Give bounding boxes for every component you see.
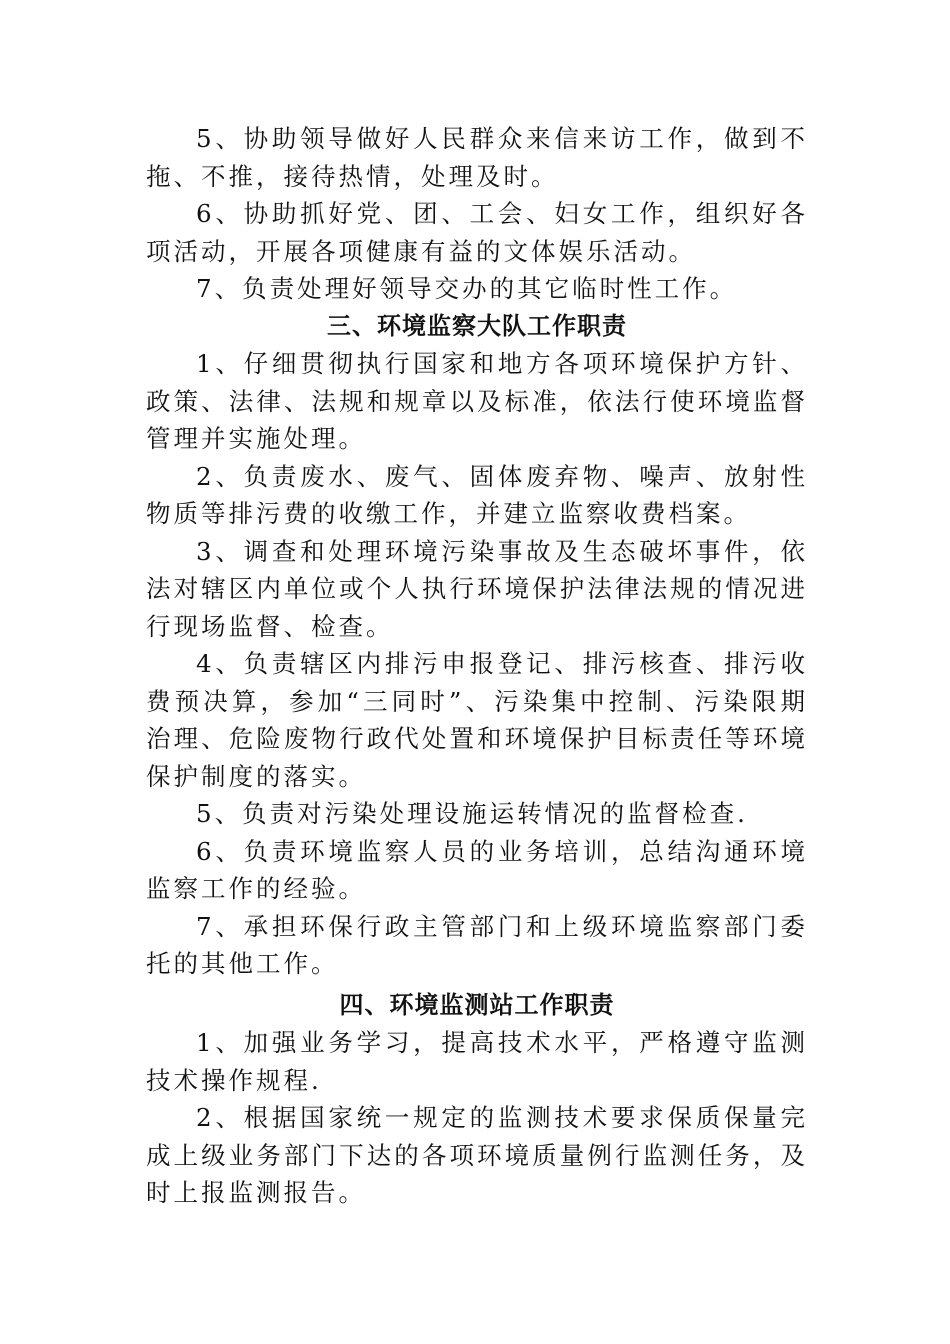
section3-item-2: 2、负责废水、废气、固体废弃物、噪声、放射性物质等排污费的收缴工作，并建立监察收费档案。 (146, 461, 808, 528)
section4-heading: 四、环境监测站工作职责 (339, 990, 615, 1019)
section3-item-1: 1、仔细贯彻执行国家和地方各项环境保护方针、政策、法律、法规和规章以及标准，依法行使环境监督管理并实施处理。 (146, 349, 808, 453)
section2-item-7: 7、负责处理好领导交办的其它临时性工作。 (196, 274, 738, 303)
section3-heading: 三、环境监察大队工作职责 (327, 311, 627, 340)
section3-item-7: 7、承担环保行政主管部门和上级环境监察部门委托的其他工作。 (146, 911, 808, 978)
document-page (146, 120, 808, 1212)
section3-item-6: 6、负责环境监察人员的业务培训，总结沟通环境监察工作的经验。 (146, 836, 808, 903)
section4-item-2: 2、根据国家统一规定的监测技术要求保质保量完成上级业务部门下达的各项环境质量例行监测任务，及时上报监测报告。 (146, 1103, 808, 1207)
section3-item-3: 3、调查和处理环境污染事故及生态破坏事件，依法对辖区内单位或个人执行环境保护法律法规的情况进行现场监督、检查。 (146, 536, 808, 641)
section3-item-5: 5、负责对污染处理设施运转情况的监督检查. (196, 799, 748, 828)
section2-item-5: 5、协助领导做好人民群众来信来访工作，做到不拖、不推，接待热情，处理及时。 (146, 124, 808, 191)
section4-item-1: 1、加强业务学习，提高技术水平，严格遵守监测技术操作规程. (146, 1028, 808, 1095)
section3-item-4: 4、负责辖区内排污申报登记、排污核查、排污收费预决算，参加“三同时”、污染集中控制、污染限期治理、危险废物行政代处置和环境保护目标责任等环境保护制度的落实。 (146, 649, 808, 791)
section2-item-6: 6、协助抓好党、团、工会、妇女工作，组织好各项活动，开展各项健康有益的文体娱乐活动。 (146, 199, 808, 266)
